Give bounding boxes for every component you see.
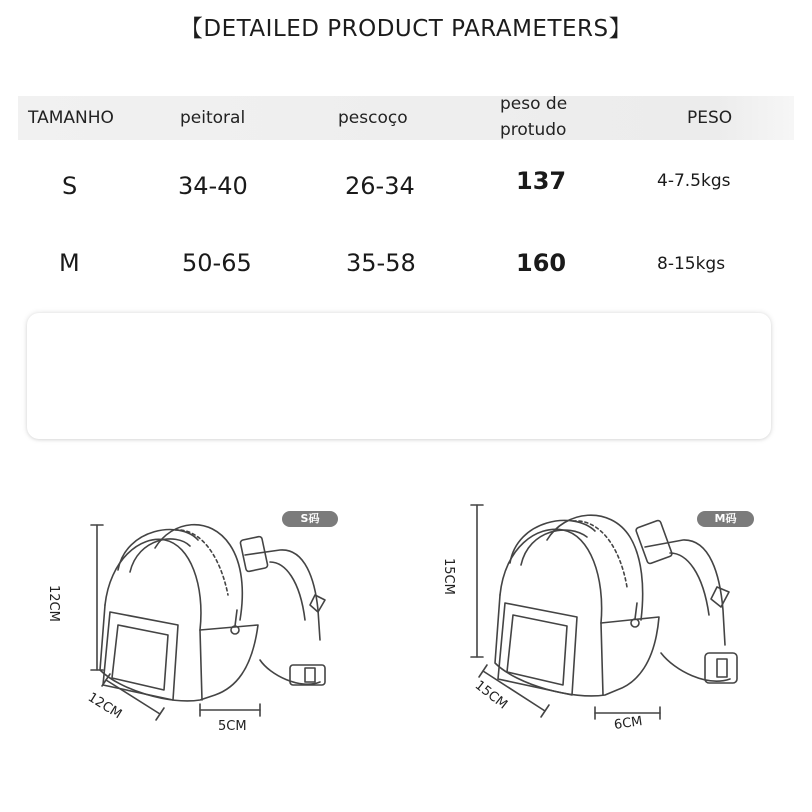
small-depth-label: 12CM (85, 690, 125, 723)
small-width-label: 5CM (218, 719, 247, 734)
row-s-size: S (62, 172, 78, 200)
header-chest: peitoral (180, 108, 246, 128)
small-height-label: 12CM (46, 585, 61, 622)
header-size: TAMANHO (28, 108, 114, 128)
row-s-weight: 137 (516, 167, 567, 195)
medium-height-label: 15CM (441, 558, 456, 595)
row-m-size: M (59, 249, 80, 277)
row-m-weight: 160 (516, 249, 567, 277)
page-title: 【DETAILED PRODUCT PARAMETERS】 (179, 16, 633, 42)
medium-depth-label: 15CM (471, 678, 511, 713)
row-m-chest: 50-65 (182, 249, 252, 277)
medium-bag-illustration (455, 495, 775, 755)
empty-notice-box (27, 313, 771, 439)
medium-width-label: 6CM (613, 714, 644, 733)
row-s-pet-weight: 4-7.5kgs (657, 171, 731, 191)
header-pet-weight: PESO (687, 108, 733, 128)
row-s-neck: 26-34 (345, 172, 415, 200)
header-weight-line1: peso de (500, 94, 568, 114)
row-s-chest: 34-40 (178, 172, 248, 200)
row-m-pet-weight: 8-15kgs (657, 254, 726, 274)
row-m-neck: 35-58 (346, 249, 416, 277)
header-weight-line2: protudo (500, 120, 567, 140)
size-m-badge: M码 (697, 511, 754, 527)
header-neck: pescoço (338, 108, 408, 128)
size-s-badge: S码 (282, 511, 338, 527)
